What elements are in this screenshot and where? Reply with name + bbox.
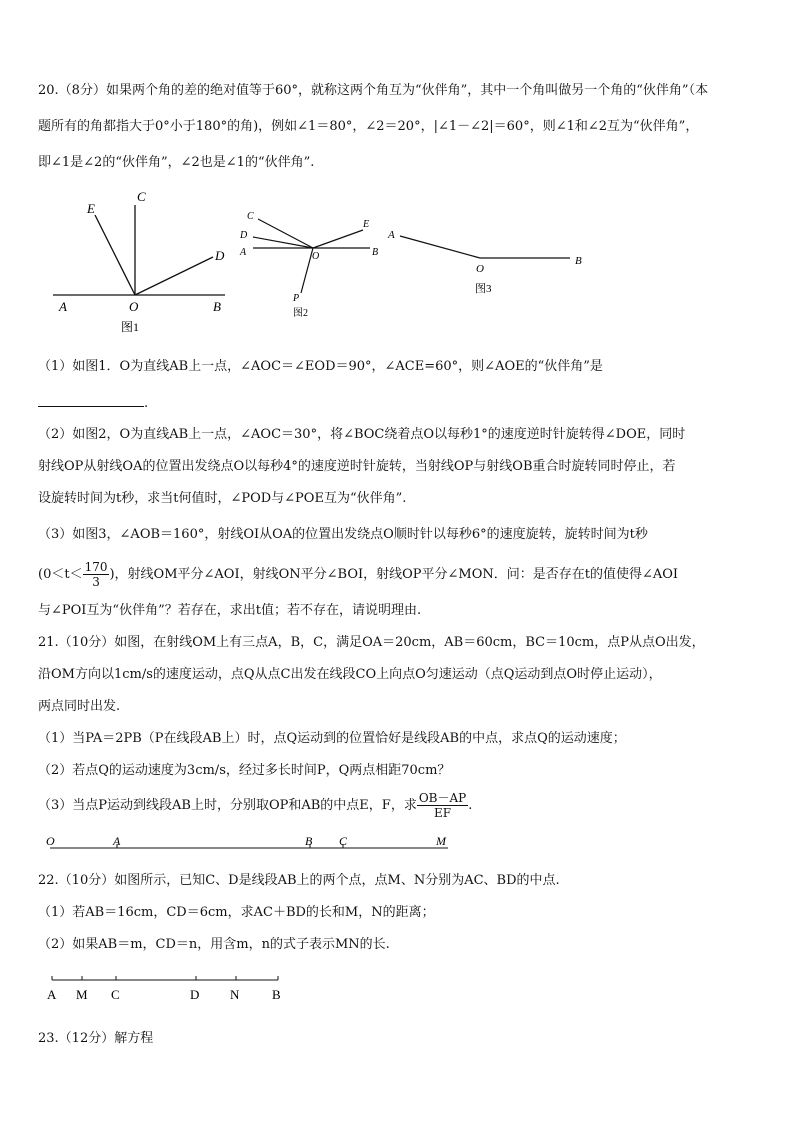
- q20-part2-line1: （2）如图2，O为直线AB上一点，∠AOC＝30°，将∠BOC绕着点O以每秒1°的速度逆时针旋转得∠DOE，同时: [38, 427, 686, 442]
- q22-part1: （1）若AB＝16cm，CD＝6cm，求AC＋BD的长和M，N的距离；: [38, 905, 435, 920]
- fig1-label-a: A: [59, 299, 67, 314]
- q21-part1: （1）当PA＝2PB（P在线段AB上）时，点Q运动到的位置恰好是线段AB的中点，求点Q的运动速度；: [38, 731, 626, 746]
- fraction-numerator: OB－AP: [418, 791, 467, 805]
- fraction-denominator: 3: [92, 575, 100, 589]
- fig2-label-c: C: [247, 211, 254, 222]
- fig1-ray-od: [135, 257, 213, 295]
- figure-2: [235, 205, 385, 320]
- fig1-caption: 图1: [121, 320, 140, 334]
- fig2-label-o: O: [312, 251, 320, 262]
- q20-part1-answer-line: [38, 394, 148, 413]
- q22-part2: （2）如果AB＝m，CD＝n，用含m，n的式子表示MN的长.: [38, 937, 390, 952]
- fig3-label-o: O: [476, 263, 484, 275]
- q20-part1: （1）如图1．O为直线AB上一点，∠AOC＝∠EOD＝90°，∠ACE=60°，则∠AOE的“伙伴角”是: [38, 359, 603, 374]
- label-c: C: [111, 987, 120, 1002]
- label-a: A: [113, 834, 121, 848]
- fig3-ray-oa: [400, 236, 480, 258]
- fraction-denominator: EF: [433, 806, 452, 820]
- q20-line2: 题所有的角都指大于0°小于180°的角)，例如∠1＝80°，∠2＝20°，|∠1－∠2|＝60°，则∠1和∠2互为“伙伴角”，: [38, 119, 699, 134]
- q21-line1: 21.（10分）如图，在射线OM上有三点A，B，C，满足OA＝20cm，AB＝60cm，BC＝10cm，点P从点O出发，: [38, 635, 705, 650]
- fig1-label-d: D: [215, 248, 225, 263]
- fraction-ob-ap-over-ef: [417, 791, 468, 820]
- figure-1: [45, 185, 245, 335]
- label-o: O: [46, 834, 55, 848]
- fig2-ray-oc: [258, 219, 313, 248]
- fig2-ray-od: [253, 237, 313, 248]
- fig1-label-c: C: [137, 189, 146, 204]
- fraction-numerator: 170: [84, 560, 108, 574]
- fig1-label-e: E: [87, 201, 95, 216]
- label-n: N: [230, 987, 240, 1002]
- fig2-label-e: E: [363, 219, 370, 230]
- figure-3: [380, 222, 590, 302]
- q20-part3-line2: [38, 558, 678, 592]
- label-a: A: [47, 987, 57, 1002]
- q20-part2-line2: 射线OP从射线OA的位置出发绕点O以每秒4°的速度逆时针旋转，当射线OP与射线OB重合时旋转同时停止，若: [38, 459, 676, 474]
- fig2-label-d: D: [240, 230, 248, 241]
- q20-line1: 20.（8分）如果两个角的差的绝对值等于60°，就称这两个角互为“伙伴角”，其中一个角叫做另一个角的“伙伴角”（本: [38, 83, 709, 98]
- label-c: C: [339, 834, 348, 848]
- q21-part2: （2）若点Q的运动速度为3cm/s，经过多长时间P，Q两点相距70cm？: [38, 763, 451, 778]
- label-m: M: [76, 987, 88, 1002]
- q21-line3: 两点同时出发.: [38, 699, 121, 714]
- q20-part3-line1: （3）如图3，∠AOB＝160°，射线OI从OA的位置出发绕点O顺时针以每秒6°的速度旋转，旋转时间为t秒: [38, 527, 648, 542]
- fig2-label-a: A: [240, 247, 247, 258]
- fig1-label-o: O: [129, 299, 139, 314]
- q23-line1: 23.（12分）解方程: [38, 1031, 154, 1046]
- fig2-label-b: B: [372, 247, 379, 258]
- fig1-label-b: B: [213, 299, 221, 314]
- label-m: M: [436, 834, 446, 848]
- q21-figure-ray: [40, 830, 460, 860]
- q20-line3: 即∠1是∠2的“伙伴角”，∠2也是∠1的“伙伴角”.: [38, 155, 315, 170]
- answer-blank: [38, 394, 144, 407]
- q20-part3-line3: 与∠POI互为“伙伴角”？若存在，求出t值；若不存在，请说明理由.: [38, 603, 422, 618]
- fig3-label-a: A: [388, 229, 395, 241]
- q22-line1: 22.（10分）如图所示，已知C、D是线段AB上的两个点，点M、N分别为AC、BD的中点.: [38, 873, 560, 888]
- q21-part3-text: （3）当点P运动到线段AB上时，分别取OP和AB的中点E，F，求: [38, 798, 417, 813]
- fig3-label-b: B: [575, 255, 582, 267]
- fig1-ray-oe: [95, 215, 135, 295]
- q21-line2: 沿OM方向以1cm/s的速度运动，点Q从点C出发在线段CO上向点O匀速运动（点Q运动到点O时停止运动），: [38, 667, 662, 682]
- label-d: D: [190, 987, 200, 1002]
- q21-part3-end: .: [468, 798, 473, 813]
- q21-part3: [38, 788, 472, 824]
- fig2-caption: 图2: [293, 308, 308, 319]
- q22-figure-segment: [40, 968, 300, 1008]
- fraction-170-3: [83, 560, 110, 589]
- label-b: B: [272, 987, 281, 1002]
- q20-part1-end: .: [144, 396, 149, 411]
- q20-part3-cond-open: (0＜t＜: [38, 567, 83, 582]
- fig3-caption: 图3: [475, 283, 492, 295]
- fig2-ray-oe: [313, 230, 363, 248]
- q20-part3-cond-rest: )，射线OM平分∠AOI，射线ON平分∠BOI，射线OP平分∠MON．问：是否存在t的值使得∠AOI: [109, 567, 679, 582]
- q20-part2-line3: 设旋转时间为t秒，求当t何值时，∠POD与∠POE互为“伙伴角”.: [38, 491, 407, 506]
- label-b: B: [305, 834, 313, 848]
- fig2-label-p: P: [293, 293, 300, 304]
